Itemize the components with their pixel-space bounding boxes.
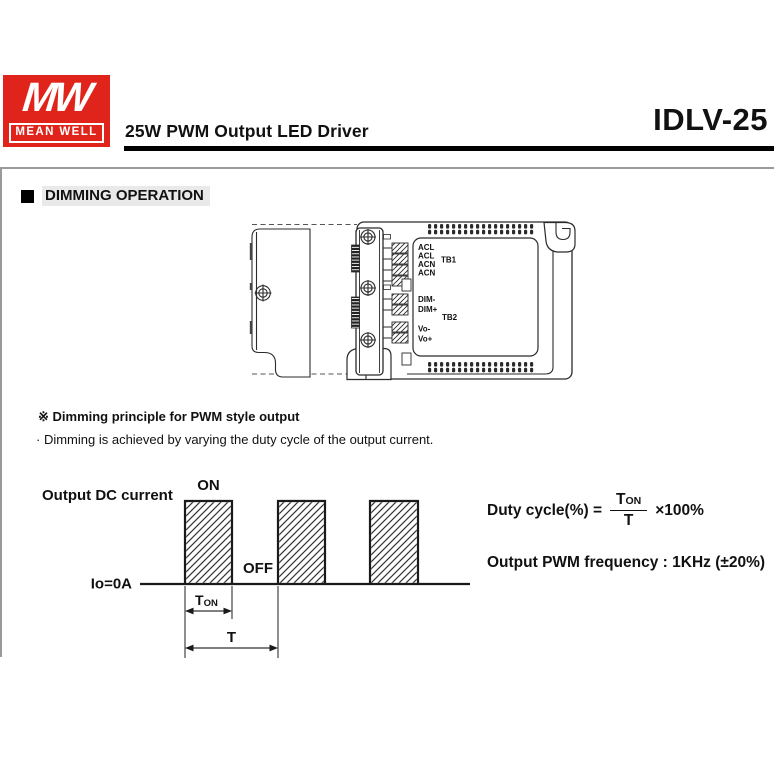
model-number: IDLV-25: [653, 102, 768, 137]
terminal-label: Vo+: [418, 334, 433, 344]
tb1-name: TB1: [441, 255, 457, 265]
terminal-label: DIM+: [418, 305, 438, 314]
fraction-denominator: T: [623, 512, 634, 529]
dimming-principle-description: · Dimming is achieved by varying the duty cycle of the output current.: [36, 432, 434, 447]
duty-cycle-rhs: ×100%: [655, 501, 704, 519]
logo-mw-text: MW: [20, 74, 93, 120]
terminal-block: [352, 228, 412, 375]
duty-cycle-formula: [487, 491, 704, 530]
terminal-label: ACN: [418, 260, 436, 269]
mounting-bracket-top-right: [544, 223, 575, 253]
terminal-label: DIM-: [418, 295, 436, 304]
pwm-pulses: [186, 502, 417, 583]
section-title: DIMMING OPERATION: [42, 186, 210, 206]
section-header: [21, 186, 210, 206]
on-label: ON: [197, 477, 220, 494]
terminal-label: ACN: [418, 268, 436, 278]
ton-dimension-label: TON: [195, 592, 218, 609]
zero-current-label: Io=0A: [90, 575, 132, 593]
waveform-axis-label: Output DC current: [42, 487, 173, 504]
terminal-label: ACL: [418, 251, 435, 261]
duty-cycle-fraction: [610, 491, 647, 530]
section-bullet-square: [21, 190, 34, 203]
product-title: 25W PWM Output LED Driver: [125, 121, 369, 141]
device-body: [347, 222, 575, 380]
terminal-label: Vo-: [418, 324, 431, 334]
pwm-frequency-note: Output PWM frequency : 1KHz (±20%): [487, 554, 766, 571]
off-label: OFF: [243, 560, 273, 577]
duty-cycle-lhs: Duty cycle(%) =: [487, 501, 603, 519]
header-divider: [124, 146, 774, 151]
pwm-waveform-diagram: [36, 470, 480, 665]
terminal-label: ACL: [418, 243, 435, 252]
meanwell-logo: [3, 75, 110, 147]
tb2-name: TB2: [442, 313, 458, 322]
fraction-numerator: TON: [610, 491, 647, 511]
dimming-principle-heading: ※ Dimming principle for PWM style output: [38, 409, 300, 424]
logo-brand-text: MEAN WELL: [9, 123, 104, 143]
period-dimension-label: T: [226, 629, 237, 646]
device-cover: [250, 229, 310, 377]
device-diagram: [235, 203, 585, 393]
